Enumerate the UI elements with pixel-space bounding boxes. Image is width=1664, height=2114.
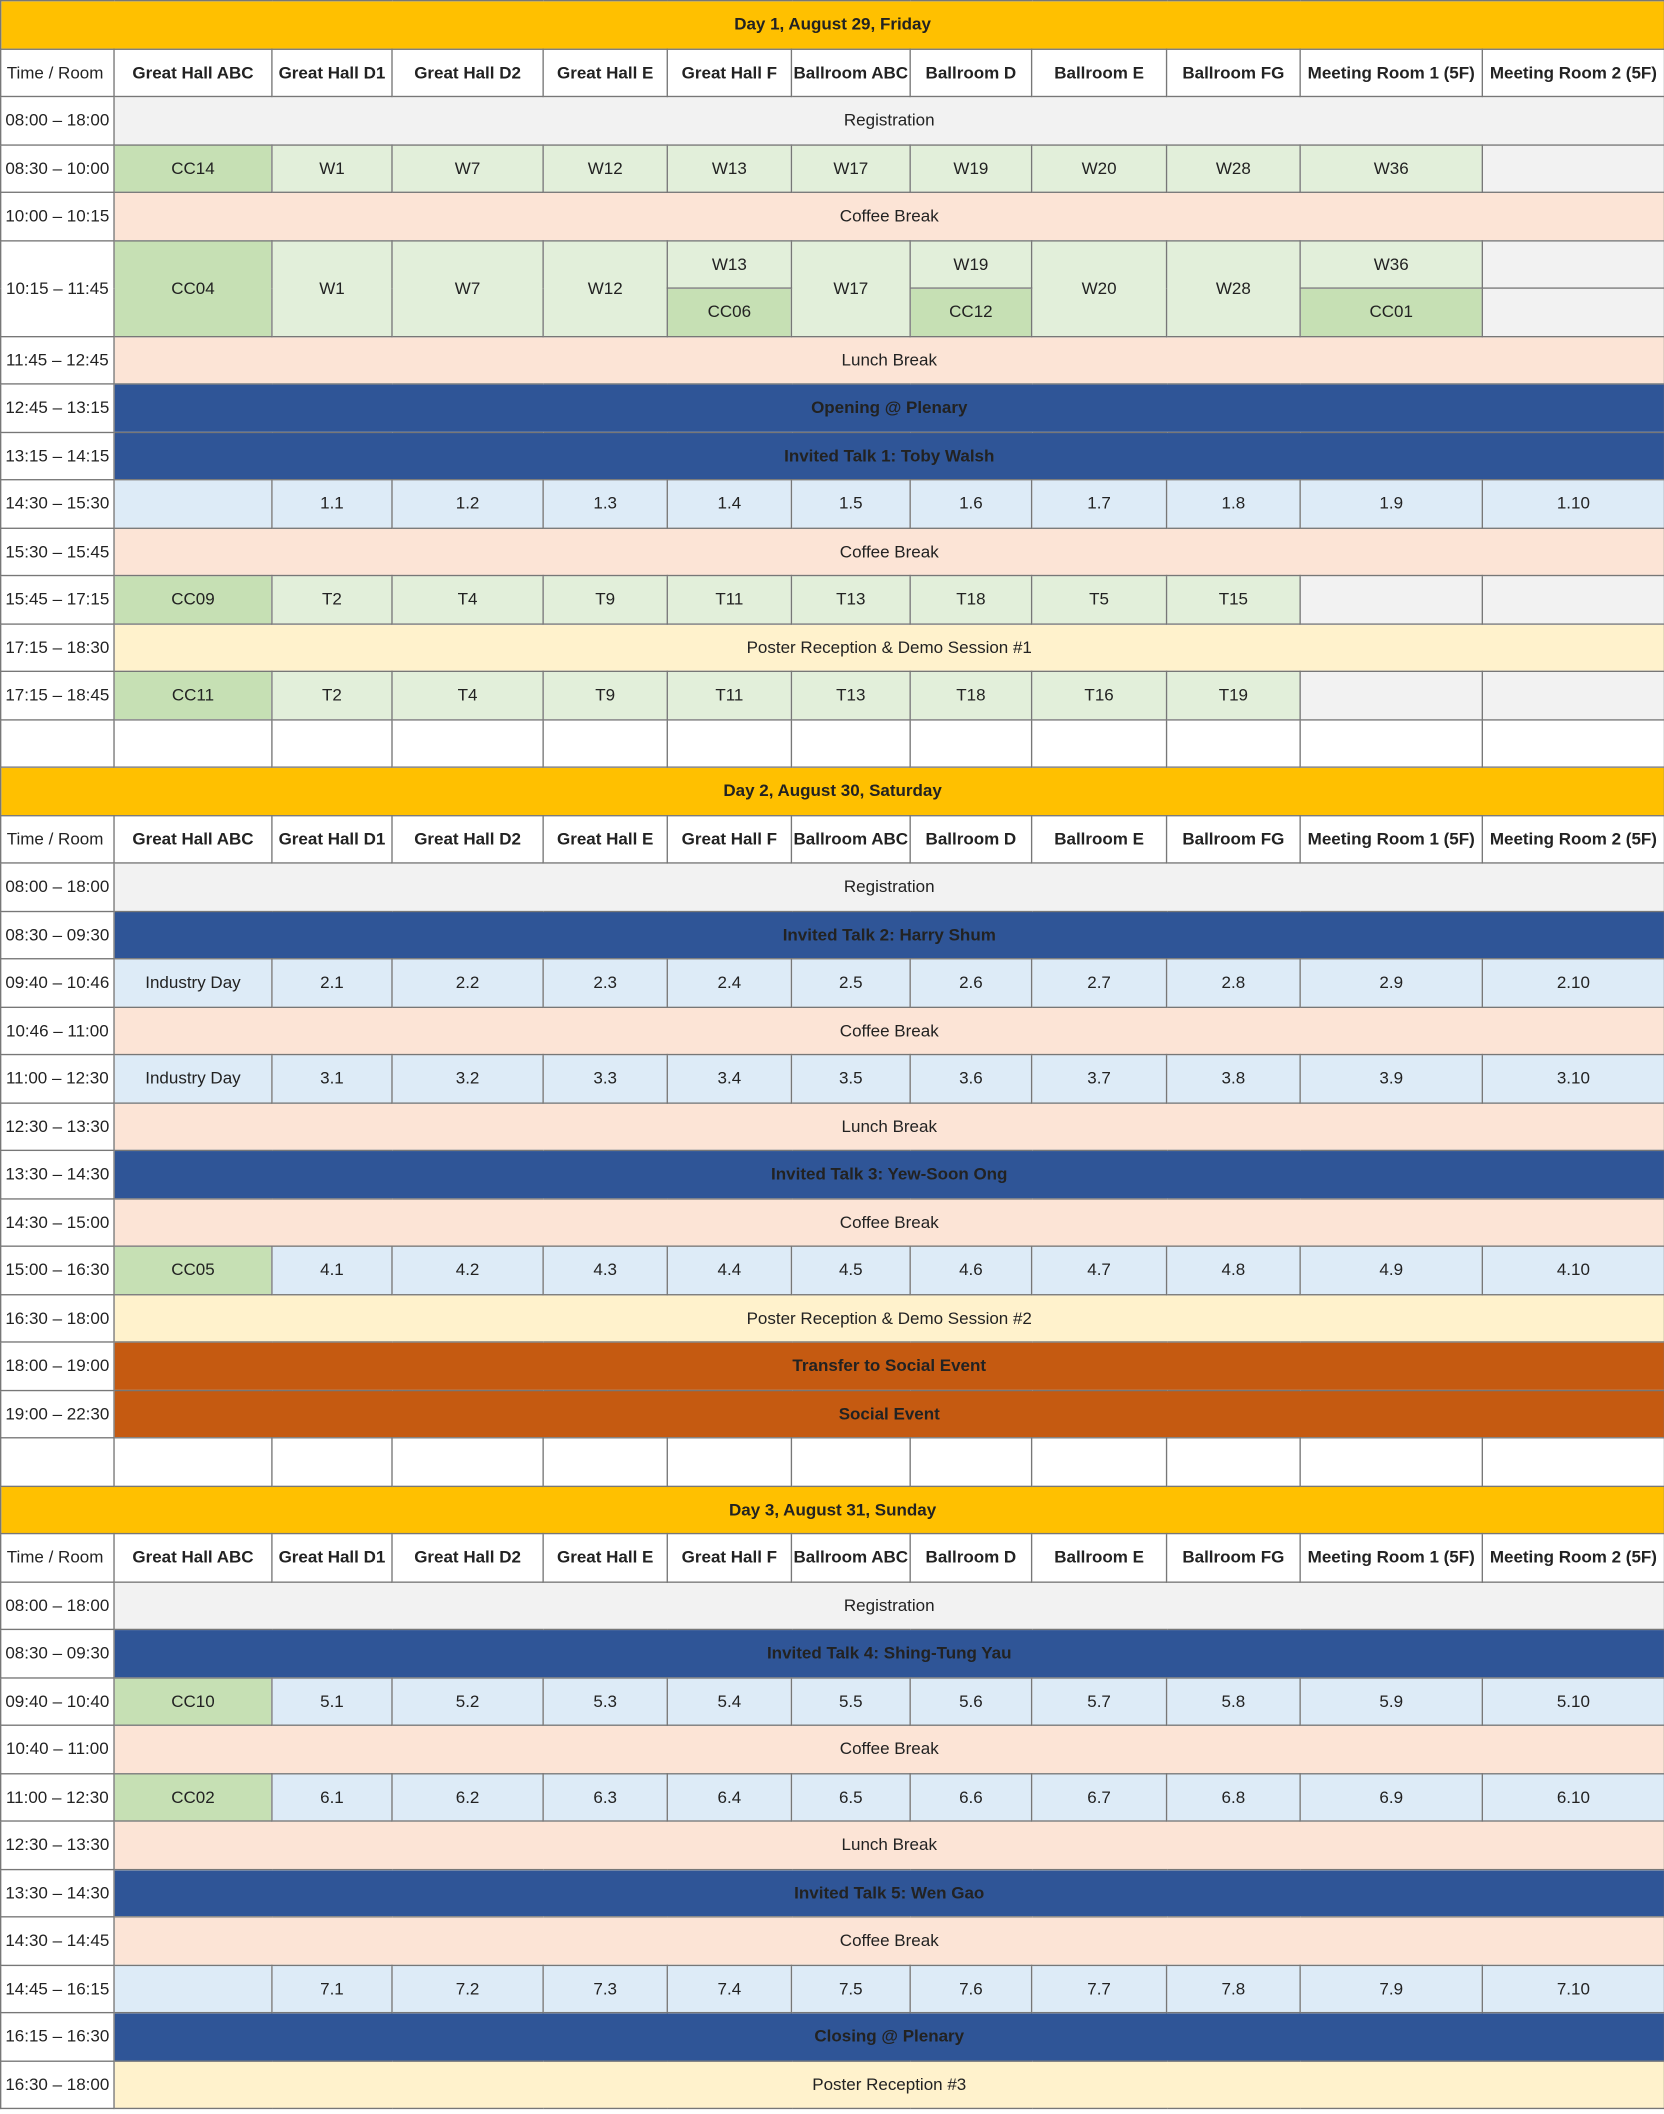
session-cell[interactable]: 2.10: [1482, 959, 1664, 1007]
room-header-row: [1, 815, 1664, 863]
session-row: [1, 240, 1664, 288]
empty-cell: [1482, 288, 1664, 336]
session-cell[interactable]: CC10: [114, 1677, 272, 1725]
time-slot: 14:30 – 15:00: [1, 1198, 114, 1246]
spacer-cell: [791, 1438, 910, 1486]
room-header: Great Hall ABC: [114, 1534, 272, 1582]
room-header: Ballroom ABC: [791, 49, 910, 97]
time-slot: 17:15 – 18:45: [1, 671, 114, 719]
session-cell[interactable]: W7: [392, 240, 543, 336]
coffee-break-row: [1, 1725, 1664, 1773]
spacer-cell: [1300, 719, 1482, 767]
session-cell[interactable]: 3.2: [392, 1055, 543, 1103]
session-cell[interactable]: 2.6: [910, 959, 1031, 1007]
time-slot: 14:45 – 16:15: [1, 1965, 114, 2013]
session-cell[interactable]: 3.8: [1167, 1055, 1301, 1103]
session-cell[interactable]: 6.10: [1482, 1773, 1664, 1821]
coffee-break-cell: Coffee Break: [114, 192, 1664, 240]
session-cell[interactable]: 3.6: [910, 1055, 1031, 1103]
room-header-row: [1, 1534, 1664, 1582]
session-cell[interactable]: 7.2: [392, 1965, 543, 2013]
session-cell[interactable]: 3.1: [272, 1055, 392, 1103]
session-cell[interactable]: 5.2: [392, 1677, 543, 1725]
session-cell[interactable]: 6.4: [667, 1773, 791, 1821]
transfer-cell[interactable]: Transfer to Social Event: [114, 1342, 1664, 1390]
session-cell[interactable]: W7: [392, 144, 543, 192]
session-cell[interactable]: 1.4: [667, 480, 791, 528]
session-cell[interactable]: [114, 480, 272, 528]
time-slot: 12:45 – 13:15: [1, 384, 114, 432]
room-header: Great Hall F: [667, 815, 791, 863]
session-cell[interactable]: 6.7: [1032, 1773, 1167, 1821]
room-header: Great Hall F: [667, 1534, 791, 1582]
session-row: [1, 1055, 1664, 1103]
session-cell[interactable]: W20: [1032, 144, 1167, 192]
room-header: Ballroom FG: [1167, 1534, 1301, 1582]
time-slot: 15:45 – 17:15: [1, 576, 114, 624]
session-cell[interactable]: 7.7: [1032, 1965, 1167, 2013]
day-header-row: [1, 767, 1664, 815]
session-cell[interactable]: 7.10: [1482, 1965, 1664, 2013]
session-row: [1, 671, 1664, 719]
session-cell[interactable]: T2: [272, 671, 392, 719]
session-cell[interactable]: W20: [1032, 240, 1167, 336]
opening-plenary-cell[interactable]: Opening @ Plenary: [114, 384, 1664, 432]
session-cell[interactable]: 7.8: [1167, 1965, 1301, 2013]
room-header: Ballroom FG: [1167, 815, 1301, 863]
coffee-break-cell: Coffee Break: [114, 1007, 1664, 1055]
empty-cell: [1300, 671, 1482, 719]
spacer-cell: [543, 1438, 667, 1486]
coffee-break-cell: Coffee Break: [114, 1198, 1664, 1246]
time-slot: 13:30 – 14:30: [1, 1150, 114, 1198]
session-cell[interactable]: [114, 1965, 272, 2013]
session-cell[interactable]: CC14: [114, 144, 272, 192]
session-cell[interactable]: CC06: [667, 288, 791, 336]
invited-talk-row: [1, 1150, 1664, 1198]
time-slot: 09:40 – 10:46: [1, 959, 114, 1007]
spacer-cell: [791, 719, 910, 767]
time-slot: 11:45 – 12:45: [1, 336, 114, 384]
time-slot: 08:00 – 18:00: [1, 1581, 114, 1629]
session-cell[interactable]: W1: [272, 144, 392, 192]
room-header-row: [1, 49, 1664, 97]
session-cell[interactable]: W36: [1300, 144, 1482, 192]
session-cell[interactable]: W28: [1167, 144, 1301, 192]
invited-talk-row: [1, 432, 1664, 480]
session-cell[interactable]: 6.6: [910, 1773, 1031, 1821]
session-cell[interactable]: T11: [667, 671, 791, 719]
session-cell[interactable]: CC02: [114, 1773, 272, 1821]
room-header: Meeting Room 1 (5F): [1300, 49, 1482, 97]
plenary-row: [1, 2013, 1664, 2061]
time-slot: 16:30 – 18:00: [1, 2061, 114, 2109]
spacer-cell: [1032, 719, 1167, 767]
registration-row: [1, 863, 1664, 911]
room-header: Great Hall D1: [272, 49, 392, 97]
session-cell[interactable]: CC09: [114, 576, 272, 624]
invited-talk-cell[interactable]: Invited Talk 1: Toby Walsh: [114, 432, 1664, 480]
spacer-cell: [272, 1438, 392, 1486]
spacer-cell: [272, 719, 392, 767]
session-cell[interactable]: T18: [910, 576, 1031, 624]
room-header: Great Hall D1: [272, 815, 392, 863]
session-row: [1, 959, 1664, 1007]
spacer-cell: [114, 1438, 272, 1486]
session-cell[interactable]: W13: [667, 144, 791, 192]
poster-session-cell[interactable]: Poster Reception & Demo Session #2: [114, 1294, 1664, 1342]
session-cell[interactable]: 6.2: [392, 1773, 543, 1821]
lunch-break-cell: Lunch Break: [114, 1821, 1664, 1869]
room-header: Meeting Room 1 (5F): [1300, 1534, 1482, 1582]
session-cell[interactable]: 6.9: [1300, 1773, 1482, 1821]
spacer-cell: [1300, 1438, 1482, 1486]
poster-session-cell[interactable]: Poster Reception #3: [114, 2061, 1664, 2109]
registration-cell: Registration: [114, 96, 1664, 144]
session-cell[interactable]: 7.6: [910, 1965, 1031, 2013]
registration-row: [1, 96, 1664, 144]
session-cell[interactable]: 1.2: [392, 480, 543, 528]
time-slot: 16:15 – 16:30: [1, 2013, 114, 2061]
session-cell[interactable]: 3.7: [1032, 1055, 1167, 1103]
session-cell[interactable]: 4.5: [791, 1246, 910, 1294]
session-cell[interactable]: 7.3: [543, 1965, 667, 2013]
spacer-cell: [1167, 719, 1301, 767]
room-header: Great Hall D2: [392, 1534, 543, 1582]
time-slot: 10:00 – 10:15: [1, 192, 114, 240]
schedule-body: [1, 1, 1664, 2109]
poster-row: [1, 623, 1664, 671]
room-header: Great Hall E: [543, 815, 667, 863]
time-slot: 12:30 – 13:30: [1, 1102, 114, 1150]
session-cell[interactable]: T4: [392, 576, 543, 624]
time-slot: 10:46 – 11:00: [1, 1007, 114, 1055]
session-cell[interactable]: 6.1: [272, 1773, 392, 1821]
lunch-break-cell: Lunch Break: [114, 336, 1664, 384]
session-cell[interactable]: T18: [910, 671, 1031, 719]
day-title: Day 3, August 31, Sunday: [1, 1486, 1664, 1534]
session-cell[interactable]: 5.7: [1032, 1677, 1167, 1725]
session-cell[interactable]: 4.6: [910, 1246, 1031, 1294]
session-cell[interactable]: 1.9: [1300, 480, 1482, 528]
time-slot: 15:30 – 15:45: [1, 528, 114, 576]
session-cell[interactable]: W1: [272, 240, 392, 336]
session-cell[interactable]: T15: [1167, 576, 1301, 624]
session-cell[interactable]: 5.8: [1167, 1677, 1301, 1725]
empty-cell: [1482, 671, 1664, 719]
session-cell[interactable]: 4.1: [272, 1246, 392, 1294]
time-slot: 09:40 – 10:40: [1, 1677, 114, 1725]
session-cell[interactable]: W19: [910, 240, 1031, 288]
spacer-cell: [1, 1438, 114, 1486]
session-cell[interactable]: 1.5: [791, 480, 910, 528]
session-cell[interactable]: 3.3: [543, 1055, 667, 1103]
spacer-cell: [392, 719, 543, 767]
room-header: Great Hall D1: [272, 1534, 392, 1582]
poster-row: [1, 2061, 1664, 2109]
empty-cell: [1482, 576, 1664, 624]
room-header: Great Hall ABC: [114, 815, 272, 863]
transfer-row: [1, 1342, 1664, 1390]
session-cell[interactable]: T2: [272, 576, 392, 624]
session-cell[interactable]: 3.5: [791, 1055, 910, 1103]
time-slot: 12:30 – 13:30: [1, 1821, 114, 1869]
time-slot: 11:00 – 12:30: [1, 1773, 114, 1821]
time-room-header: Time / Room: [1, 815, 114, 863]
invited-talk-cell[interactable]: Invited Talk 2: Harry Shum: [114, 911, 1664, 959]
coffee-break-row: [1, 1917, 1664, 1965]
session-cell[interactable]: T11: [667, 576, 791, 624]
time-room-header: Time / Room: [1, 1534, 114, 1582]
session-cell[interactable]: 2.2: [392, 959, 543, 1007]
session-cell[interactable]: 5.6: [910, 1677, 1031, 1725]
session-cell[interactable]: 5.1: [272, 1677, 392, 1725]
empty-cell: [1482, 144, 1664, 192]
spacer-cell: [392, 1438, 543, 1486]
session-row: [1, 144, 1664, 192]
room-header: Meeting Room 2 (5F): [1482, 815, 1664, 863]
session-cell[interactable]: T16: [1032, 671, 1167, 719]
session-cell[interactable]: CC05: [114, 1246, 272, 1294]
time-slot: 19:00 – 22:30: [1, 1390, 114, 1438]
session-cell[interactable]: 2.3: [543, 959, 667, 1007]
time-room-header: Time / Room: [1, 49, 114, 97]
spacer-cell: [667, 1438, 791, 1486]
session-cell[interactable]: 2.5: [791, 959, 910, 1007]
session-row: [1, 576, 1664, 624]
room-header: Ballroom E: [1032, 1534, 1167, 1582]
session-cell[interactable]: 2.9: [1300, 959, 1482, 1007]
registration-cell: Registration: [114, 1581, 1664, 1629]
time-slot: 11:00 – 12:30: [1, 1055, 114, 1103]
session-cell[interactable]: CC01: [1300, 288, 1482, 336]
invited-talk-row: [1, 911, 1664, 959]
session-cell[interactable]: W28: [1167, 240, 1301, 336]
invited-talk-cell[interactable]: Invited Talk 3: Yew-Soon Ong: [114, 1150, 1664, 1198]
time-slot: 10:15 – 11:45: [1, 240, 114, 336]
poster-session-cell[interactable]: Poster Reception & Demo Session #1: [114, 623, 1664, 671]
session-cell[interactable]: T13: [791, 576, 910, 624]
room-header: Ballroom D: [910, 1534, 1031, 1582]
room-header: Meeting Room 2 (5F): [1482, 49, 1664, 97]
time-slot: 17:15 – 18:30: [1, 623, 114, 671]
spacer-cell: [1032, 1438, 1167, 1486]
session-cell[interactable]: 5.9: [1300, 1677, 1482, 1725]
session-cell[interactable]: 3.4: [667, 1055, 791, 1103]
session-cell[interactable]: 1.6: [910, 480, 1031, 528]
session-cell[interactable]: 3.10: [1482, 1055, 1664, 1103]
invited-talk-row: [1, 1869, 1664, 1917]
spacer-cell: [910, 719, 1031, 767]
session-cell[interactable]: CC04: [114, 240, 272, 336]
day-title: Day 1, August 29, Friday: [1, 1, 1664, 49]
session-row: [1, 1773, 1664, 1821]
poster-row: [1, 1294, 1664, 1342]
time-slot: 16:30 – 18:00: [1, 1294, 114, 1342]
session-cell[interactable]: Industry Day: [114, 1055, 272, 1103]
spacer-row: [1, 719, 1664, 767]
session-cell[interactable]: T13: [791, 671, 910, 719]
coffee-break-row: [1, 1007, 1664, 1055]
session-cell[interactable]: Industry Day: [114, 959, 272, 1007]
session-cell[interactable]: 5.5: [791, 1677, 910, 1725]
spacer-cell: [543, 719, 667, 767]
session-cell[interactable]: W19: [910, 144, 1031, 192]
session-cell[interactable]: 6.5: [791, 1773, 910, 1821]
time-slot: 08:30 – 10:00: [1, 144, 114, 192]
session-cell[interactable]: T9: [543, 671, 667, 719]
room-header: Great Hall D2: [392, 49, 543, 97]
coffee-break-row: [1, 192, 1664, 240]
session-cell[interactable]: 5.3: [543, 1677, 667, 1725]
room-header: Great Hall D2: [392, 815, 543, 863]
session-cell[interactable]: 4.9: [1300, 1246, 1482, 1294]
spacer-cell: [1, 719, 114, 767]
time-slot: 14:30 – 14:45: [1, 1917, 114, 1965]
social-event-cell[interactable]: Social Event: [114, 1390, 1664, 1438]
social-event-row: [1, 1390, 1664, 1438]
coffee-break-row: [1, 1198, 1664, 1246]
spacer-row: [1, 1438, 1664, 1486]
lunch-break-row: [1, 336, 1664, 384]
session-cell[interactable]: 5.10: [1482, 1677, 1664, 1725]
session-cell[interactable]: 7.1: [272, 1965, 392, 2013]
time-slot: 14:30 – 15:30: [1, 480, 114, 528]
room-header: Ballroom D: [910, 49, 1031, 97]
session-cell[interactable]: 1.8: [1167, 480, 1301, 528]
session-cell[interactable]: W13: [667, 240, 791, 288]
session-cell[interactable]: 2.4: [667, 959, 791, 1007]
empty-cell: [1482, 240, 1664, 288]
session-cell[interactable]: 6.3: [543, 1773, 667, 1821]
session-cell[interactable]: CC11: [114, 671, 272, 719]
room-header: Ballroom E: [1032, 49, 1167, 97]
room-header: Ballroom D: [910, 815, 1031, 863]
spacer-cell: [1482, 1438, 1664, 1486]
session-cell[interactable]: 6.8: [1167, 1773, 1301, 1821]
room-header: Ballroom ABC: [791, 1534, 910, 1582]
session-cell[interactable]: W17: [791, 240, 910, 336]
session-cell[interactable]: 4.10: [1482, 1246, 1664, 1294]
session-cell[interactable]: T19: [1167, 671, 1301, 719]
time-slot: 08:30 – 09:30: [1, 1629, 114, 1677]
session-cell[interactable]: 2.8: [1167, 959, 1301, 1007]
session-cell[interactable]: 7.9: [1300, 1965, 1482, 2013]
session-cell[interactable]: 4.8: [1167, 1246, 1301, 1294]
day-header-row: [1, 1, 1664, 49]
invited-talk-row: [1, 1629, 1664, 1677]
room-header: Meeting Room 2 (5F): [1482, 1534, 1664, 1582]
session-cell[interactable]: 4.2: [392, 1246, 543, 1294]
spacer-cell: [667, 719, 791, 767]
time-slot: 13:15 – 14:15: [1, 432, 114, 480]
room-header: Great Hall E: [543, 1534, 667, 1582]
session-cell[interactable]: T4: [392, 671, 543, 719]
time-slot: 08:00 – 18:00: [1, 863, 114, 911]
session-cell[interactable]: 1.7: [1032, 480, 1167, 528]
session-cell[interactable]: 7.5: [791, 1965, 910, 2013]
time-slot: 10:40 – 11:00: [1, 1725, 114, 1773]
lunch-break-row: [1, 1102, 1664, 1150]
time-slot: 18:00 – 19:00: [1, 1342, 114, 1390]
time-slot: 08:30 – 09:30: [1, 911, 114, 959]
room-header: Great Hall E: [543, 49, 667, 97]
session-cell[interactable]: 2.1: [272, 959, 392, 1007]
invited-talk-cell[interactable]: Invited Talk 5: Wen Gao: [114, 1869, 1664, 1917]
session-cell[interactable]: T5: [1032, 576, 1167, 624]
session-cell[interactable]: W12: [543, 240, 667, 336]
empty-cell: [1300, 576, 1482, 624]
coffee-break-cell: Coffee Break: [114, 1917, 1664, 1965]
spacer-cell: [1167, 1438, 1301, 1486]
session-cell[interactable]: 2.7: [1032, 959, 1167, 1007]
session-cell[interactable]: 4.4: [667, 1246, 791, 1294]
invited-talk-cell[interactable]: Invited Talk 4: Shing-Tung Yau: [114, 1629, 1664, 1677]
session-cell[interactable]: W12: [543, 144, 667, 192]
session-cell[interactable]: T9: [543, 576, 667, 624]
plenary-row: [1, 384, 1664, 432]
room-header: Ballroom E: [1032, 815, 1167, 863]
registration-row: [1, 1581, 1664, 1629]
day-header-row: [1, 1486, 1664, 1534]
session-cell[interactable]: W36: [1300, 240, 1482, 288]
session-cell[interactable]: CC12: [910, 288, 1031, 336]
lunch-break-cell: Lunch Break: [114, 1102, 1664, 1150]
session-row: [1, 1677, 1664, 1725]
session-cell[interactable]: 1.10: [1482, 480, 1664, 528]
room-header: Meeting Room 1 (5F): [1300, 815, 1482, 863]
time-slot: 13:30 – 14:30: [1, 1869, 114, 1917]
closing-plenary-cell[interactable]: Closing @ Plenary: [114, 2013, 1664, 2061]
coffee-break-cell: Coffee Break: [114, 1725, 1664, 1773]
room-header: Ballroom ABC: [791, 815, 910, 863]
session-cell[interactable]: 7.4: [667, 1965, 791, 2013]
session-row: [1, 1246, 1664, 1294]
day-title: Day 2, August 30, Saturday: [1, 767, 1664, 815]
session-row: [1, 1965, 1664, 2013]
spacer-cell: [910, 1438, 1031, 1486]
coffee-break-row: [1, 528, 1664, 576]
session-cell[interactable]: 1.1: [272, 480, 392, 528]
room-header: Ballroom FG: [1167, 49, 1301, 97]
session-cell[interactable]: 4.3: [543, 1246, 667, 1294]
lunch-break-row: [1, 1821, 1664, 1869]
session-cell[interactable]: 3.9: [1300, 1055, 1482, 1103]
session-cell[interactable]: 5.4: [667, 1677, 791, 1725]
spacer-cell: [1482, 719, 1664, 767]
room-header: Great Hall F: [667, 49, 791, 97]
spacer-cell: [114, 719, 272, 767]
room-header: Great Hall ABC: [114, 49, 272, 97]
session-row: [1, 480, 1664, 528]
session-cell[interactable]: W17: [791, 144, 910, 192]
time-slot: 08:00 – 18:00: [1, 96, 114, 144]
time-slot: 15:00 – 16:30: [1, 1246, 114, 1294]
coffee-break-cell: Coffee Break: [114, 528, 1664, 576]
session-cell[interactable]: 1.3: [543, 480, 667, 528]
registration-cell: Registration: [114, 863, 1664, 911]
session-cell[interactable]: 4.7: [1032, 1246, 1167, 1294]
